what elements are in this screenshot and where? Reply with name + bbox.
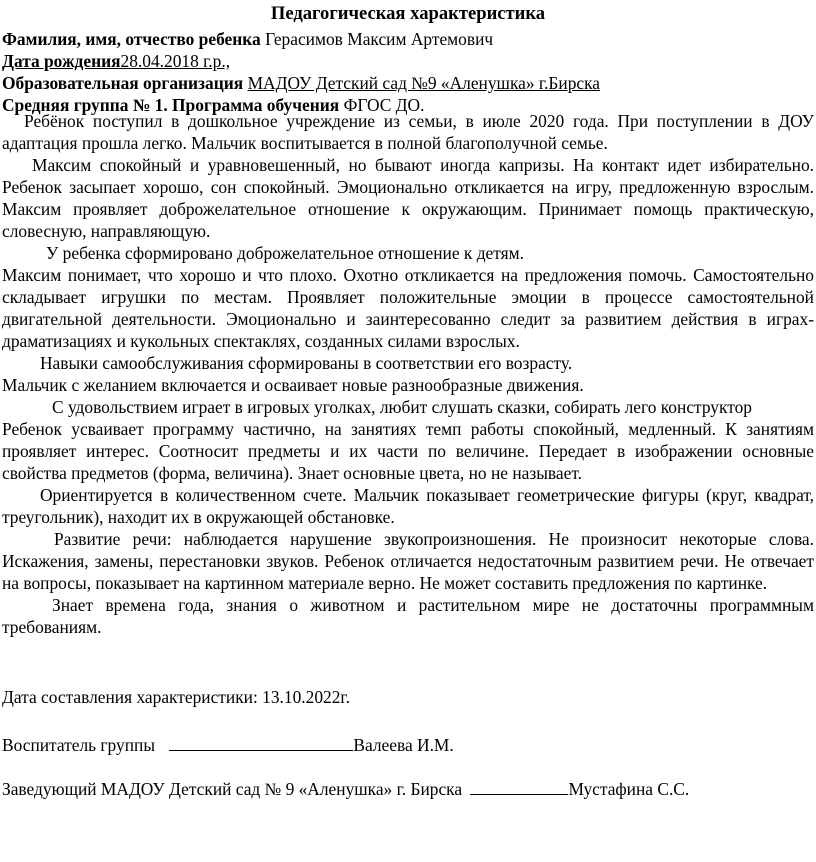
- child-name-label: Фамилия, имя, отчество ребенка: [2, 29, 261, 49]
- organization-label: Образовательная организация: [2, 73, 244, 93]
- characteristic-body: [2, 110, 814, 638]
- paragraph-movement: Мальчик с желанием включается и осваивает новые разнообразные движения.: [2, 375, 584, 395]
- teacher-signature-line: [169, 734, 353, 751]
- paragraph-temperament: Максим спокойный и уравновешенный, но бывают иногда капризы. На контакт идет избирательно. Ребенок засыпает хорошо, сон спокойный. Эмоционально откликается на игру, предложенную взрослым. Максим проявляет доброжелательное отношение к окружающим. Принимает помощь практическую, словесную, направляющую.: [2, 155, 814, 241]
- child-name-value: Герасимов Максим Артемович: [265, 29, 494, 49]
- head-label: Заведующий МАДОУ Детский сад № 9 «Аленушка» г. Бирска: [2, 779, 463, 799]
- head-name: Мустафина С.С.: [568, 779, 690, 799]
- paragraph-learning: Ребенок усваивает программу частично, на занятиях темп работы спокойный, медленный. К занятиям проявляет интерес. Соотносит предметы и их части по величине. Передает в изображении основные свойства предметов (форма, величина). Знает основные цвета, но не называет.: [2, 419, 814, 483]
- paragraph-relations: У ребенка сформировано доброжелательное отношение к детям.: [46, 243, 525, 263]
- paragraph-play: С удовольствием играет в игровых уголках, любит слушать сказки, собирать лего конструктор: [52, 397, 752, 417]
- paragraph-behavior: Максим понимает, что хорошо и что плохо. Охотно откликается на предложения помочь. Самостоятельно складывает игрушки по местам. Проявляет положительные эмоции в процессе самостоятельной двигательной деятельности. Эмоционально и заинтересованно следит за развитием действия в играх-драматизациях и кукольных спектаклях, созданных силами взрослых.: [2, 265, 814, 351]
- teacher-label: Воспитатель группы: [2, 735, 156, 755]
- program-value: ФГОС ДО.: [343, 95, 425, 115]
- head-signature-row: [2, 778, 689, 800]
- birth-date-label: Дата рождения: [2, 51, 121, 71]
- paragraph-nature: Знает времена года, знания о животном и растительном мире не достаточны программным требованиям.: [2, 595, 814, 637]
- organization-row: [2, 72, 600, 94]
- paragraph-self-service: Навыки самообслуживания сформированы в соответствии его возрасту.: [40, 353, 573, 373]
- organization-value: МАДОУ Детский сад №9 «Аленушка» г.Бирска: [247, 73, 601, 93]
- paragraph-math: Ориентируется в количественном счете. Мальчик показывает геометрические фигуры (круг, квадрат, треугольник), находит их в окружающей обстановке.: [2, 485, 814, 527]
- paragraph-admission: Ребёнок поступил в дошкольное учреждение из семьи, в июле 2020 года. При поступлении в ДОУ адаптация прошла легко. Мальчик воспитывается в полной благополучной семье.: [2, 111, 814, 153]
- paragraph-speech: Развитие речи: наблюдается нарушение звукопроизношения. Не произносит некоторые слова. Искажения, замены, перестановки звуков. Ребенок отличается недостаточным развитием речи. Не отвечает на вопросы, показывает на картинном материале верно. Не может составить предложения по картинке.: [2, 529, 814, 593]
- group-label: Средняя группа № 1. Программа обучения: [2, 95, 340, 115]
- document-title: Педагогическая характеристика: [270, 3, 546, 24]
- birth-date-value: 28.04.2018 г.р.,: [120, 51, 231, 71]
- date-line: Дата составления характеристики: 13.10.2022г.: [2, 687, 350, 707]
- teacher-signature-row: [2, 734, 454, 756]
- head-signature-line: [470, 778, 568, 795]
- birth-date-row: [2, 50, 721, 72]
- teacher-name: Валеева И.М.: [353, 735, 454, 755]
- child-name-row: [2, 28, 493, 50]
